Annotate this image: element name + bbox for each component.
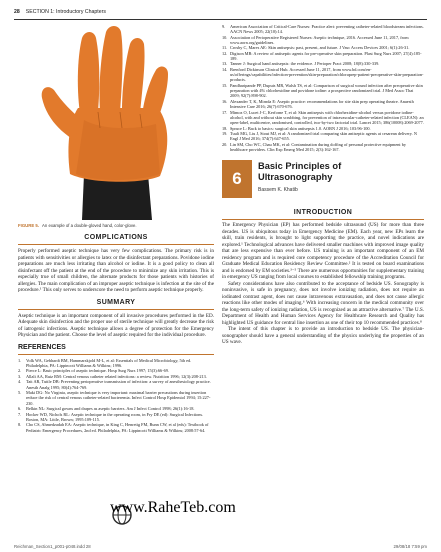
references-list-continued bbox=[222, 24, 424, 152]
reference-item bbox=[222, 51, 424, 62]
summary-rule bbox=[18, 309, 214, 310]
right-column bbox=[222, 24, 424, 346]
reference-text: Pierce L: Basic principles of aseptic technique. Hosp Surg Nurs 1997; 15(3):66-69. bbox=[26, 368, 170, 374]
outer-glove-pinky bbox=[142, 67, 168, 124]
figure-label: FIGURE 5. bbox=[18, 223, 40, 228]
complications-text: Properly performed aseptic technique has very few complications. The primary risk is in patients with sensitivities or allergies to latex or the disinfectant preparations. Povidone iodine preparations are much less irritating than alcohol or iodine. It is a good policy to clean all disinfectant off the patient at the end of the procedure to minimize any skin irritation. This is especially true of small children, the alternate products for those patients with histories of allergies. The main complication of an improper aseptic technique is infection at the site of the procedure.¹ This only serves to underscore the need to perform aseptic technique properly. bbox=[18, 248, 214, 293]
reference-item bbox=[222, 67, 424, 83]
reference-number: 3. bbox=[18, 373, 22, 379]
reference-number: 9. bbox=[222, 24, 226, 29]
reference-number: 5. bbox=[18, 389, 22, 395]
figure-caption bbox=[18, 223, 214, 228]
reference-text: Tuuli MG, Liu J, Stout MJ, et al: A randomized trial comparing skin antiseptic agents at cesarean delivery. N Engl J Med 2016; 374(7):647-655. bbox=[230, 130, 417, 142]
reference-number: 2. bbox=[18, 368, 22, 374]
reference-number: 7. bbox=[18, 411, 22, 417]
reference-item bbox=[18, 379, 214, 390]
chapter-title bbox=[258, 161, 341, 182]
reference-text: Mimoz O, Lucet J-C, Kerforne T, et al: Skin antisepsis with chlorhexidine-alcohol versus povidone iodine-alcohol, with and without skin scrubbing, for prevention of intravascular-catheter-related infection (CLEAN): an open-label, multicentre, randomised, controlled, two-by-two factorial trial. Lancet 2015; 386(10008):2069-2077. bbox=[230, 109, 424, 126]
reference-item bbox=[222, 83, 424, 99]
reference-text: Pandharipande PP, Dupuis MR, Walsh TS, et al: Comparison of surgical wound infection after preoperative skin preparation with 4% chlorhexidine and povidone iodine: a prospective randomized trial. J Med Assoc Thai 2009; 92(7):898-902. bbox=[230, 82, 423, 99]
reference-item bbox=[222, 142, 424, 153]
outer-glove-index bbox=[78, 32, 99, 114]
reference-text: Brenford Dickinson Clinical Hub. Accessed June 11, 2017, from www.bd.com/en-us/offerings/capabilities/infection-prevention/skin-preparation/chloraprep-patient-preoperative-skin-preparation-products. bbox=[230, 66, 424, 83]
footer-file: Reichman_Section1_p001-p048.indd 28 bbox=[14, 544, 91, 549]
references-rule bbox=[18, 354, 214, 355]
outer-glove-ring bbox=[122, 38, 145, 114]
glove-shadow bbox=[76, 120, 160, 180]
reference-number: 13. bbox=[222, 61, 228, 67]
reference-item bbox=[222, 35, 424, 46]
reference-text: Association of Perioperative Registered Nurses: Aseptic technique, 2016. Accessed June 11, 2017, from www.aorn.org/guidelines. bbox=[230, 34, 409, 46]
summary-text: Aseptic technique is an important component of all invasive procedures performed in the ED. Adequate skin disinfection and the proper use of sterile technique will greatly decrease the risk of iatrogenic infections. Aseptic technique allows a degree of protection for the Emergency Physician and the patient. Choose the level of aseptic required for the individual procedure. bbox=[18, 312, 214, 338]
chapter-number-box: 6 bbox=[222, 160, 252, 198]
outer-glove-middle bbox=[99, 26, 122, 112]
page-footer bbox=[14, 543, 427, 550]
header-rule bbox=[14, 19, 427, 20]
reference-number: 14. bbox=[222, 66, 228, 72]
reference-item bbox=[18, 358, 214, 369]
chapter-opener bbox=[222, 160, 424, 204]
introduction-text bbox=[222, 222, 424, 346]
reference-text: Crosby C, Mares AE: Skin antisepsis: past, present, and future. J Vasc Access Devices 2001; 6(1):26-31. bbox=[230, 45, 410, 51]
reference-text: Alexander T, K, Mirnda E: Aseptic practice: recommendations for site skin prep operating theatre. Anaesth Intensive Care 2016; 26(7):670-676. bbox=[230, 98, 414, 110]
reference-item bbox=[222, 110, 424, 126]
introduction-rule bbox=[222, 219, 424, 220]
introduction-paragraph: The Emergency Physician (EP) has performed bedside ultrasound (US) for more than three decades. US is ubiquitous today in Emergency Medicine (EM). Each year, new EPs learn the skill, train residents, is brought to light supporting the practice, and novel indications are explored.¹ Technological advances have delivered smaller machines with improved image quality that are less expensive than ever before. US training is an important component of an EM residency program and is required core competency procedure of the Accreditation Council for Graduate Medical Education Residency Review Committee.² It is tested on board examinations and is endorsed by EM societies.³⁻⁵ There are numerous opportunities for supplementary training in emergency US ranging from local courses to established fellowship training programs. bbox=[222, 222, 424, 281]
left-column bbox=[18, 24, 214, 433]
reference-text: Volk WA, Gebhardt BM, Hammarskjold M-L, et al: Essentials of Medical Microbiology, 5th ed. Philadelphia, PA: Lippincott Williams & Wilkins; 1996. bbox=[26, 357, 192, 368]
reference-number: 11. bbox=[222, 45, 228, 51]
reference-number: 15. bbox=[222, 82, 228, 88]
reference-text: Tait AR, Tuttle DB: Preventing perioperative transmission of infection: a survey of anesthesiology practice. Anesth Analg 1995; 80(4):764-769. bbox=[26, 379, 211, 390]
figure-gloved-hands bbox=[18, 24, 214, 220]
reference-number: 17. bbox=[222, 109, 228, 115]
reference-item bbox=[18, 412, 214, 423]
reference-text: Lin SM, Cho WC, Chau MK, et al: Contamination during doffing of personal protective equipment by healthcare providers. Clin Exp Emerg Med 2015; 2(3):162-167. bbox=[230, 141, 406, 152]
figure-caption-text: An example of a double-gloved hand, color-glove. bbox=[42, 223, 137, 228]
watermark-site: www.RaheTeb.com bbox=[110, 499, 236, 516]
reference-text: Belkin NL: Surgical gowns and drapes as aseptic barriers. Am J Infect Control 1998; 26(1):16-18. bbox=[26, 406, 195, 412]
reference-item bbox=[222, 24, 424, 35]
chapter-title-line1: Basic Principles of bbox=[258, 161, 342, 172]
reference-number: 8. bbox=[18, 422, 22, 428]
running-header bbox=[14, 6, 427, 18]
references-heading: REFERENCES bbox=[18, 343, 66, 351]
reference-text: Digison MB: A review of antiseptic agents for pre-operative skin preparation. Plast Surg Nurs 2007; 27(4):185-189. bbox=[230, 50, 422, 62]
summary-heading: SUMMARY bbox=[96, 298, 136, 306]
page-number: 28 bbox=[14, 9, 20, 15]
reference-text: Spruce L: Back to basics: surgical skin antisepsis 1.0. AORN J 2016; 103:96-100. bbox=[230, 125, 371, 131]
chapter-author: Bassem K. Khatib bbox=[258, 187, 298, 194]
reference-number: 12. bbox=[222, 50, 228, 56]
complications-heading: COMPLICATIONS bbox=[84, 234, 148, 241]
reference-number: 18. bbox=[222, 125, 228, 131]
reference-number: 4. bbox=[18, 379, 22, 385]
reference-text: Cho CS, Ahmedzadah EA: Aseptic technique, in King C, Henretig FM, Bunn CW, et al (eds): Textbook of Pediatric Emergency Procedures, 2nd ed. Philadelphia, PA: Lippincott Williams & Wilkins; 2008:57-64. bbox=[26, 422, 209, 433]
reference-number: 20. bbox=[222, 141, 228, 147]
reference-number: 6. bbox=[18, 406, 22, 412]
glove-illustration bbox=[18, 24, 214, 220]
reference-number: 10. bbox=[222, 34, 228, 40]
references-list bbox=[18, 358, 214, 434]
introduction-heading: INTRODUCTION bbox=[293, 209, 353, 217]
reference-text: Allali AA, Ruiz RM: Central venous catheter related infections: a review. Nutrition 1996; 12(3):208-213. bbox=[26, 373, 207, 379]
complications-rule bbox=[18, 244, 214, 245]
reference-item bbox=[18, 390, 214, 406]
reference-item bbox=[18, 422, 214, 433]
footer-timestamp: 29/08/18 7:59 pm bbox=[393, 544, 427, 549]
reference-text: Tanner J: Surgical hand antisepsis: the evidence. J Perioper Pract 2008; 18(8):330-339. bbox=[230, 61, 380, 67]
reference-text: Maki DG: No Virginia, aseptic technique is very important: maximal barrier precautions during insertion reduce the risk of central venous catheter-related bacteremia. Infect Control Hosp Epidemiol 1994; 15:227-230. bbox=[26, 389, 211, 406]
reference-number: 1. bbox=[18, 357, 22, 363]
section-title: SECTION 1: Introductory Chapters bbox=[25, 9, 106, 15]
reference-text: Hocker WD, Nichols RL: Aseptic technique in the operating room, in Fry DE (ed): Surgical Infections. Boston, MA: Little, Brown; 1995:109-115. bbox=[26, 411, 204, 422]
reference-item bbox=[222, 99, 424, 110]
reference-number: 19. bbox=[222, 130, 228, 136]
reference-number: 16. bbox=[222, 98, 228, 104]
reference-item bbox=[222, 131, 424, 142]
introduction-paragraph: The intent of this chapter is to provide an introduction to bedside US. The physician-sonographer should have a general understanding of the physics underlying the properties of an US wave. bbox=[222, 326, 424, 346]
reference-text: American Association of Critical-Care Nurses: Practice alert: preventing catheter-related bloodstream infections. AACN News 2005; 22(10):14. bbox=[230, 24, 424, 35]
chapter-title-line2: Ultrasonography bbox=[258, 171, 333, 182]
introduction-paragraph: Safety considerations have also contributed to the acceptance of bedside US. Sonography is noninvasive, is safe in pregnancy, does not involve ionizing radiation, does not require an iodinated contrast agent, does not cause intravenous extravasation, and does not cause allergic reactions like other modes of imaging.⁶ With increasing concern in the medical community over the long-term safety of ionizing radiation, US is recognized as an attractive alternative.⁷ The U.S. Department of Health and Human Services Agency for Healthcare Research and Quality has highlighted US guidance for central line insertion as one of their top 10 recommended practices.⁸ bbox=[222, 280, 424, 326]
